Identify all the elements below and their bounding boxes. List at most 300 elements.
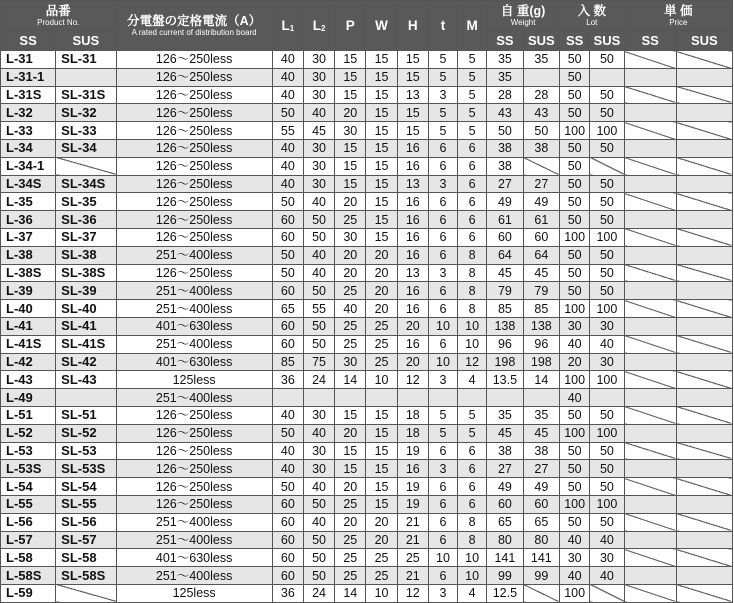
lot-sus-header: SUS — [590, 31, 624, 51]
dim-m: 12 — [458, 353, 487, 371]
price-sus — [676, 246, 732, 264]
rated-current: 401～630less — [116, 549, 272, 567]
dim-m: 10 — [458, 567, 487, 585]
product-no-sus: SL-34 — [56, 139, 116, 157]
dim-l1: 60 — [272, 211, 303, 229]
price-sus — [676, 68, 732, 86]
product-no-ss: L-49 — [1, 389, 56, 407]
dim-h: 16 — [397, 246, 428, 264]
dim-m: 6 — [458, 175, 487, 193]
product-no-sus: SL-40 — [56, 300, 116, 318]
rated-current: 126～250less — [116, 264, 272, 282]
dim-l2: 40 — [303, 264, 334, 282]
price-sus — [676, 122, 732, 140]
dim-l1: 60 — [272, 228, 303, 246]
lot-sus: 30 — [590, 549, 624, 567]
lot-ss: 30 — [560, 549, 590, 567]
dim-l1: 60 — [272, 549, 303, 567]
dim-m: 6 — [458, 228, 487, 246]
dim-t: 6 — [428, 442, 457, 460]
lot-ss: 50 — [560, 264, 590, 282]
dim-l2: 50 — [303, 495, 334, 513]
dim-l2: 50 — [303, 228, 334, 246]
dim-p: 15 — [335, 86, 366, 104]
rated-current: 126～250less — [116, 424, 272, 442]
dim-t: 3 — [428, 371, 457, 389]
dim-t: 6 — [428, 478, 457, 496]
price-sus — [676, 175, 732, 193]
weight-sus: 27 — [523, 175, 559, 193]
product-no-ss: L-59 — [1, 584, 56, 602]
price-sus — [676, 228, 732, 246]
table-row — [1, 513, 733, 531]
dim-h: 16 — [397, 282, 428, 300]
rated-current: 126～250less — [116, 228, 272, 246]
lot-sus: 50 — [590, 193, 624, 211]
product-no-sus: SL-42 — [56, 353, 116, 371]
dim-w: 15 — [366, 51, 397, 69]
dim-l1: 50 — [272, 264, 303, 282]
weight-ss: 99 — [487, 567, 523, 585]
weight-ss: 35 — [487, 68, 523, 86]
rated-current: 251～400less — [116, 513, 272, 531]
lot-ss: 50 — [560, 211, 590, 229]
dim-h: 15 — [397, 104, 428, 122]
table-row — [1, 442, 733, 460]
product-no-ss: L-55 — [1, 495, 56, 513]
dim-h: 16 — [397, 193, 428, 211]
dim-m: 10 — [458, 335, 487, 353]
dim-p: 30 — [335, 228, 366, 246]
product-no-sus: SL-33 — [56, 122, 116, 140]
rated-current: 126～250less — [116, 122, 272, 140]
weight-sus: 96 — [523, 335, 559, 353]
weight-sus: 198 — [523, 353, 559, 371]
rated-current: 401～630less — [116, 353, 272, 371]
lot-ss: 100 — [560, 122, 590, 140]
lot-ss: 100 — [560, 584, 590, 602]
table-row — [1, 211, 733, 229]
rated-current: 126～250less — [116, 406, 272, 424]
weight-sus — [523, 389, 559, 407]
rated-current: 126～250less — [116, 442, 272, 460]
dim-l1: 40 — [272, 86, 303, 104]
dim-l2: 30 — [303, 51, 334, 69]
price-ss — [624, 549, 676, 567]
lot-ss: 50 — [560, 460, 590, 478]
dim-l1: 50 — [272, 478, 303, 496]
dim-m — [458, 389, 487, 407]
table-row — [1, 282, 733, 300]
lot-ss: 100 — [560, 495, 590, 513]
lot-sus: 50 — [590, 139, 624, 157]
dim-l2: 40 — [303, 193, 334, 211]
product-no-sus: SL-35 — [56, 193, 116, 211]
price-sus — [676, 300, 732, 318]
product-no-sus: SL-58S — [56, 567, 116, 585]
rated-current: 251～400less — [116, 300, 272, 318]
price-sus — [676, 353, 732, 371]
weight-sus — [523, 157, 559, 175]
lot-sus: 100 — [590, 300, 624, 318]
weight-sus — [523, 584, 559, 602]
dim-m: 5 — [458, 424, 487, 442]
weight-ss: 80 — [487, 531, 523, 549]
dim-p — [335, 389, 366, 407]
lot-sus — [590, 157, 624, 175]
dim-h: 16 — [397, 228, 428, 246]
weight-sus — [523, 68, 559, 86]
weight-sus: 50 — [523, 122, 559, 140]
dim-l2: 30 — [303, 175, 334, 193]
lot-ss: 50 — [560, 139, 590, 157]
weight-sus: 65 — [523, 513, 559, 531]
dim-l2: 50 — [303, 211, 334, 229]
dim-w: 25 — [366, 335, 397, 353]
weight-ss: 28 — [487, 86, 523, 104]
table-row — [1, 264, 733, 282]
dim-l1: 60 — [272, 495, 303, 513]
dim-p: 25 — [335, 531, 366, 549]
lot-ss: 40 — [560, 335, 590, 353]
table-row — [1, 51, 733, 69]
dim-t: 5 — [428, 122, 457, 140]
dim-l1: 40 — [272, 442, 303, 460]
weight-sus: 99 — [523, 567, 559, 585]
dim-l2: 40 — [303, 246, 334, 264]
dim-l1: 50 — [272, 424, 303, 442]
table-row — [1, 424, 733, 442]
product-no-ss: L-31 — [1, 51, 56, 69]
dim-w: 20 — [366, 282, 397, 300]
product-no-ss: L-31-1 — [1, 68, 56, 86]
product-no-sus: SL-41 — [56, 317, 116, 335]
dim-t: 5 — [428, 68, 457, 86]
lot-sus — [590, 389, 624, 407]
lot-ss: 40 — [560, 389, 590, 407]
weight-ss: 61 — [487, 211, 523, 229]
dim-h: 16 — [397, 300, 428, 318]
price-sus — [676, 317, 732, 335]
weight-sus: 28 — [523, 86, 559, 104]
rated-current: 126～250less — [116, 211, 272, 229]
product-no-sus: SL-57 — [56, 531, 116, 549]
lot-ss: 50 — [560, 246, 590, 264]
weight-ss: 27 — [487, 460, 523, 478]
weight-ss: 50 — [487, 122, 523, 140]
dim-l2: 50 — [303, 567, 334, 585]
l1-header: $L_1$ — [272, 1, 303, 51]
product-no-ss: L-51 — [1, 406, 56, 424]
dim-p: 15 — [335, 51, 366, 69]
rated-current: 126～250less — [116, 51, 272, 69]
table-row — [1, 353, 733, 371]
dim-t: 6 — [428, 193, 457, 211]
table-row — [1, 495, 733, 513]
weight-sus: 80 — [523, 531, 559, 549]
dim-h: 16 — [397, 139, 428, 157]
dim-m: 8 — [458, 264, 487, 282]
dim-m: 10 — [458, 317, 487, 335]
price-sus — [676, 193, 732, 211]
weight-ss: 49 — [487, 193, 523, 211]
product-no-sus — [56, 389, 116, 407]
price-ss — [624, 193, 676, 211]
ss-header: SS — [1, 31, 56, 51]
weight-sus: 35 — [523, 406, 559, 424]
dim-w: 15 — [366, 495, 397, 513]
dim-h: 15 — [397, 122, 428, 140]
dim-t: 5 — [428, 406, 457, 424]
rated-current: 251～400less — [116, 567, 272, 585]
product-no-ss: L-43 — [1, 371, 56, 389]
dim-h: 20 — [397, 353, 428, 371]
price-ss — [624, 584, 676, 602]
weight-sus: 38 — [523, 139, 559, 157]
dim-h: 16 — [397, 157, 428, 175]
lot-sus: 40 — [590, 567, 624, 585]
dim-l2: 55 — [303, 300, 334, 318]
price-ss — [624, 246, 676, 264]
table-row — [1, 246, 733, 264]
dim-p: 15 — [335, 406, 366, 424]
dim-t: 6 — [428, 300, 457, 318]
price-sus — [676, 211, 732, 229]
table-row — [1, 389, 733, 407]
dim-t: 6 — [428, 157, 457, 175]
dim-p: 25 — [335, 567, 366, 585]
price-ss — [624, 228, 676, 246]
weight-ss: 79 — [487, 282, 523, 300]
dim-l1: 40 — [272, 157, 303, 175]
dim-w: 15 — [366, 424, 397, 442]
weight-ss: 43 — [487, 104, 523, 122]
table-row — [1, 335, 733, 353]
dim-w: 20 — [366, 264, 397, 282]
dim-t: 3 — [428, 264, 457, 282]
product-no-ss: L-41S — [1, 335, 56, 353]
product-no-sus: SL-32 — [56, 104, 116, 122]
dim-m: 4 — [458, 584, 487, 602]
dim-l1: 36 — [272, 371, 303, 389]
dim-l2: 40 — [303, 513, 334, 531]
dim-l1: 60 — [272, 513, 303, 531]
product-no-sus: SL-53S — [56, 460, 116, 478]
dim-p: 14 — [335, 371, 366, 389]
lot-ss: 50 — [560, 478, 590, 496]
price-ss — [624, 175, 676, 193]
price-ss — [624, 68, 676, 86]
table-row — [1, 175, 733, 193]
dim-m: 8 — [458, 513, 487, 531]
lot-sus: 100 — [590, 122, 624, 140]
dim-p: 15 — [335, 139, 366, 157]
price-ss — [624, 371, 676, 389]
price-ss — [624, 104, 676, 122]
dim-t: 6 — [428, 211, 457, 229]
dim-p: 15 — [335, 175, 366, 193]
weight-sus: 141 — [523, 549, 559, 567]
dim-m: 5 — [458, 406, 487, 424]
dim-w — [366, 389, 397, 407]
weight-ss: 141 — [487, 549, 523, 567]
lot-ss: 40 — [560, 531, 590, 549]
table-row — [1, 584, 733, 602]
product-no-ss: L-58S — [1, 567, 56, 585]
lot-sus: 50 — [590, 175, 624, 193]
dim-h: 15 — [397, 51, 428, 69]
weight-sus: 45 — [523, 264, 559, 282]
price-header: 単 価 Price — [624, 1, 732, 31]
dim-h: 13 — [397, 264, 428, 282]
dim-m: 8 — [458, 246, 487, 264]
rated-current: 126～250less — [116, 175, 272, 193]
dim-p: 14 — [335, 584, 366, 602]
product-no-ss: L-54 — [1, 478, 56, 496]
lot-ss: 50 — [560, 193, 590, 211]
lot-ss: 100 — [560, 228, 590, 246]
current-header: 分電盤の定格電流（A） A rated current of distribution board — [116, 1, 272, 51]
lot-sus: 100 — [590, 495, 624, 513]
dim-h: 16 — [397, 460, 428, 478]
product-no-sus: SL-34S — [56, 175, 116, 193]
lot-sus — [590, 584, 624, 602]
dim-h: 21 — [397, 531, 428, 549]
sus-header: SUS — [56, 31, 116, 51]
price-ss — [624, 478, 676, 496]
rated-current: 126～250less — [116, 495, 272, 513]
table-row — [1, 531, 733, 549]
dim-h: 16 — [397, 211, 428, 229]
dim-t: 6 — [428, 282, 457, 300]
weight-sus: 14 — [523, 371, 559, 389]
weight-ss: 27 — [487, 175, 523, 193]
price-ss — [624, 389, 676, 407]
dim-t: 3 — [428, 584, 457, 602]
price-ss — [624, 424, 676, 442]
weight-header: 自 重(g) Weight — [487, 1, 560, 31]
product-no-ss: L-32 — [1, 104, 56, 122]
lot-ss: 50 — [560, 406, 590, 424]
product-no-sus — [56, 584, 116, 602]
dim-t: 6 — [428, 513, 457, 531]
price-sus — [676, 371, 732, 389]
dim-m: 5 — [458, 68, 487, 86]
lot-ss: 40 — [560, 567, 590, 585]
price-ss — [624, 317, 676, 335]
product-no-ss: L-38S — [1, 264, 56, 282]
price-sus — [676, 51, 732, 69]
lot-ss: 100 — [560, 424, 590, 442]
dim-l1: 40 — [272, 406, 303, 424]
lot-sus: 100 — [590, 228, 624, 246]
dim-w: 15 — [366, 442, 397, 460]
dim-t: 6 — [428, 495, 457, 513]
weight-ss: 198 — [487, 353, 523, 371]
dim-h: 16 — [397, 335, 428, 353]
rated-current: 126～250less — [116, 460, 272, 478]
dim-h: 21 — [397, 567, 428, 585]
product-no-sus: SL-38S — [56, 264, 116, 282]
dim-h: 18 — [397, 424, 428, 442]
price-ss — [624, 51, 676, 69]
product-no-ss: L-33 — [1, 122, 56, 140]
price-sus — [676, 282, 732, 300]
product-no-ss: L-52 — [1, 424, 56, 442]
dim-w: 15 — [366, 211, 397, 229]
dim-l1: 60 — [272, 567, 303, 585]
dim-p: 15 — [335, 442, 366, 460]
dim-p: 15 — [335, 157, 366, 175]
price-sus — [676, 549, 732, 567]
w-header: W — [366, 1, 397, 51]
lot-sus: 50 — [590, 246, 624, 264]
lot-sus: 30 — [590, 317, 624, 335]
dim-w: 15 — [366, 68, 397, 86]
weight-sus: 38 — [523, 442, 559, 460]
table-row — [1, 460, 733, 478]
dim-h: 18 — [397, 406, 428, 424]
dim-l1 — [272, 389, 303, 407]
table-row — [1, 300, 733, 318]
lot-sus: 50 — [590, 442, 624, 460]
dim-t: 6 — [428, 228, 457, 246]
price-ss — [624, 300, 676, 318]
product-no-ss: L-53 — [1, 442, 56, 460]
dim-l2: 50 — [303, 317, 334, 335]
lot-sus: 40 — [590, 531, 624, 549]
weight-sus: 49 — [523, 478, 559, 496]
product-no-sus: SL-54 — [56, 478, 116, 496]
table-row — [1, 406, 733, 424]
dim-h: 21 — [397, 513, 428, 531]
dim-m: 6 — [458, 495, 487, 513]
dim-w: 15 — [366, 139, 397, 157]
weight-sus: 138 — [523, 317, 559, 335]
dim-m: 6 — [458, 478, 487, 496]
dim-t: 6 — [428, 531, 457, 549]
lot-ss: 100 — [560, 300, 590, 318]
dim-p: 20 — [335, 513, 366, 531]
table-row — [1, 567, 733, 585]
dim-m: 5 — [458, 122, 487, 140]
dim-p: 20 — [335, 478, 366, 496]
weight-ss: 85 — [487, 300, 523, 318]
price-ss — [624, 211, 676, 229]
dim-w: 20 — [366, 513, 397, 531]
product-no-ss: L-37 — [1, 228, 56, 246]
table-row — [1, 478, 733, 496]
dim-w: 20 — [366, 300, 397, 318]
dim-l2: 50 — [303, 531, 334, 549]
weight-ss: 38 — [487, 139, 523, 157]
dim-l2: 30 — [303, 139, 334, 157]
price-sus — [676, 531, 732, 549]
dim-w: 20 — [366, 246, 397, 264]
weight-sus: 79 — [523, 282, 559, 300]
price-ss — [624, 442, 676, 460]
product-no-ss: L-53S — [1, 460, 56, 478]
table-row — [1, 104, 733, 122]
rated-current: 126～250less — [116, 139, 272, 157]
dim-l1: 50 — [272, 104, 303, 122]
weight-sus: 64 — [523, 246, 559, 264]
product-no-sus: SL-56 — [56, 513, 116, 531]
rated-current: 251～400less — [116, 531, 272, 549]
dim-l2: 24 — [303, 371, 334, 389]
product-no-ss: L-39 — [1, 282, 56, 300]
product-no-ss: L-41 — [1, 317, 56, 335]
